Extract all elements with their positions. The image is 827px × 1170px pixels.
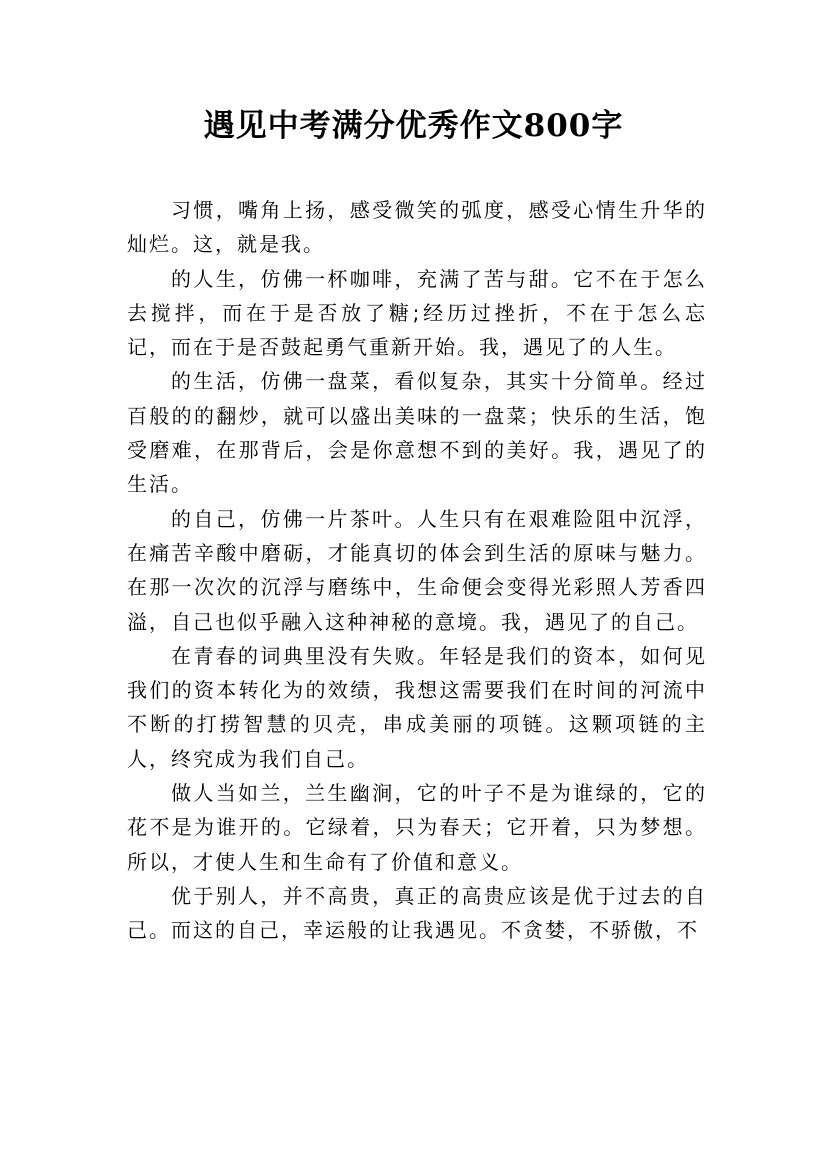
paragraph-5: 在青春的词典里没有失败。年轻是我们的资本，如何见我们的资本转化为的效绩，我想这需要我们在时间的河流中不断的打捞智慧的贝壳，串成美丽的项链。这颗项链的主人，终究成为我们自己。 (127, 643, 707, 771)
paragraph-1: 习惯，嘴角上扬，感受微笑的弧度，感受心情生升华的灿烂。这，就是我。 (127, 198, 707, 257)
document-title: 遇见中考满分优秀作文800字 (203, 108, 624, 144)
paragraph-7: 优于别人，并不高贵，真正的高贵应该是优于过去的自己。而这的自己，幸运般的让我遇见。不贪婪，不骄傲，不 (127, 883, 707, 943)
paragraph-3: 的生活，仿佛一盘菜，看似复杂，其实十分简单。经过百般的的翻炒，就可以盛出美味的一盘菜；快乐的生活，饱受磨难，在那背后，会是你意想不到的美好。我，遇见了的生活。 (127, 369, 707, 497)
document-body (127, 193, 707, 948)
paragraph-2: 的人生，仿佛一杯咖啡，充满了苦与甜。它不在于怎么去搅拌，而在于是否放了糖;经历过挫折，不在于怎么忘记，而在于是否鼓起勇气重新开始。我，遇见了的人生。 (127, 266, 707, 360)
paragraph-6: 做人当如兰，兰生幽涧，它的叶子不是为谁绿的，它的花不是为谁开的。它绿着，只为春天；它开着，只为梦想。所以，才使人生和生命有了价值和意义。 (127, 781, 707, 874)
paragraph-4: 的自己，仿佛一片茶叶。人生只有在艰难险阻中沉浮，在痛苦辛酸中磨砺，才能真切的体会到生活的原味与魅力。在那一次次的沉浮与磨练中，生命便会变得光彩照人芳香四溢，自己也似乎融入这种神秘的意境。我，遇见了的自己。 (127, 506, 707, 634)
